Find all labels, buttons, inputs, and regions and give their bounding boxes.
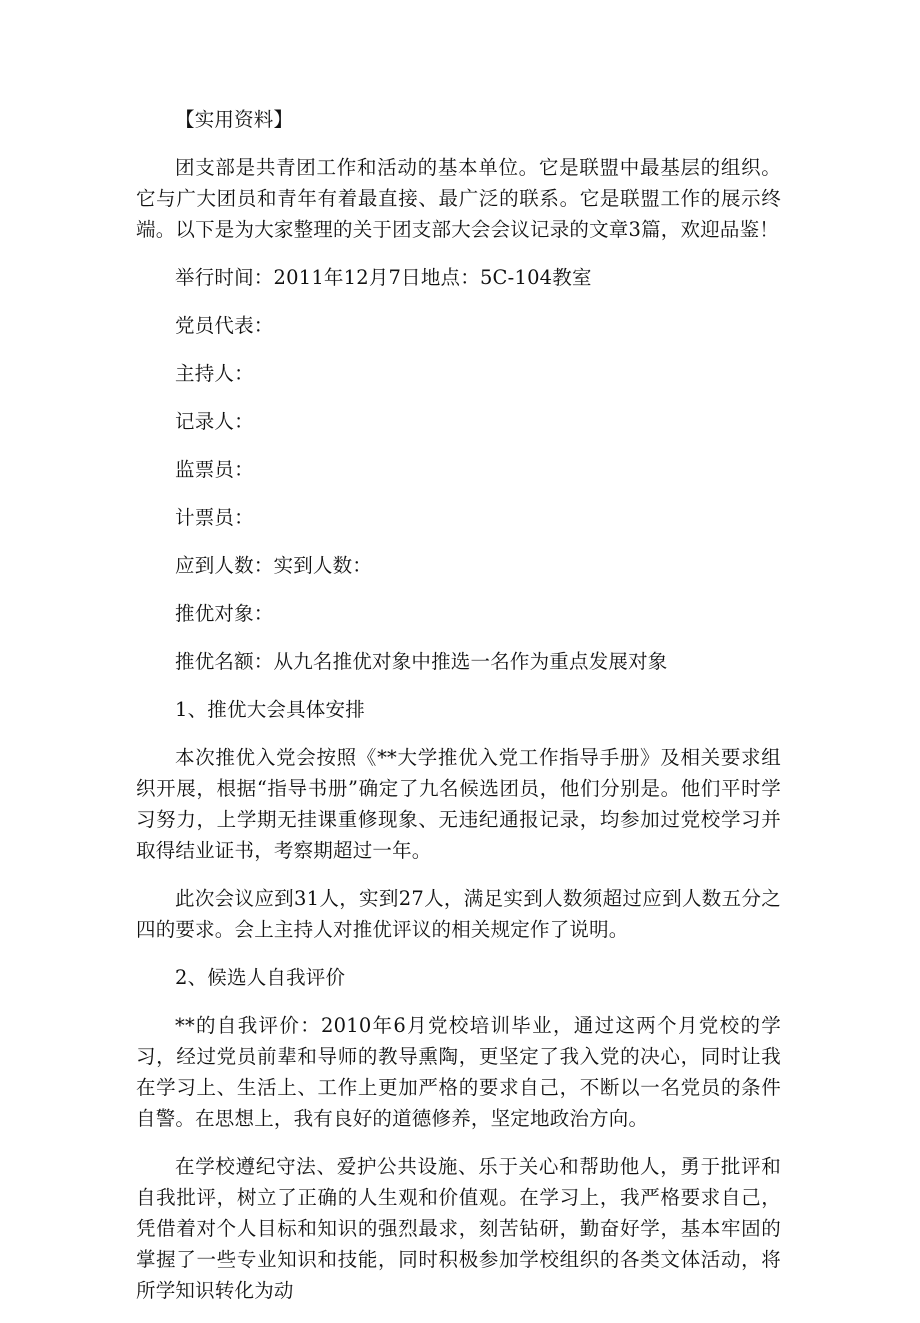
vote-counter-field: 计票员：: [175, 506, 254, 529]
vote-supervisor-field: 监票员：: [175, 458, 254, 481]
arrangement-paragraph: 本次推优入党会按照《**大学推优入党工作指导手册》及相关要求组织开展，根据“指导书册”确定了九名候选团员，他们分别是。他们平时学习努力，上学期无挂课重修现象、无违纪通报记录，均参加过党校学习并取得结业证书，考察期超过一年。: [136, 746, 781, 862]
host-field: 主持人：: [175, 362, 254, 385]
recorder-field: 记录人：: [175, 410, 254, 433]
section-heading-2: 2、候选人自我评价: [175, 966, 346, 989]
section-heading-1: 1、推优大会具体安排: [175, 698, 365, 721]
attendance-field: 应到人数：实到人数：: [175, 554, 373, 577]
meeting-time-location: 举行时间：2011年12月7日地点：5C-104教室: [175, 266, 592, 289]
party-representative-field: 党员代表：: [175, 314, 274, 337]
nominee-field: 推优对象：: [175, 602, 274, 625]
self-evaluation-paragraph-2: 在学校遵纪守法、爱护公共设施、乐于关心和帮助他人，勇于批评和自我批评，树立了正确的人生观和价值观。在学习上，我严格要求自己，凭借着对个人目标和知识的强烈最求，刻苦钻研，勤奋好学，基本牢固的掌握了一些专业知识和技能，同时积极参加学校组织的各类文体活动，将所学知识转化为动: [136, 1155, 781, 1302]
attendance-paragraph: 此次会议应到31人，实到27人，满足实到人数须超过应到人数五分之四的要求。会上主持人对推优评议的相关规定作了说明。: [136, 887, 781, 941]
self-evaluation-paragraph-1: **的自我评价：2010年6月党校培训毕业，通过这两个月党校的学习，经过党员前辈和导师的教导熏陶，更坚定了我入党的决心，同时让我在学习上、生活上、工作上更加严格的要求自己，不断以一名党员的条件自警。在思想上，我有良好的道德修养，坚定地政治方向。: [136, 1014, 781, 1130]
quota-field: 推优名额：从九名推优对象中推选一名作为重点发展对象: [175, 650, 668, 673]
intro-paragraph: 团支部是共青团工作和活动的基本单位。它是联盟中最基层的组织。它与广大团员和青年有着最直接、最广泛的联系。它是联盟工作的展示终端。以下是为大家整理的关于团支部大会会议记录的文章3篇，欢迎品鉴！: [136, 156, 781, 241]
doc-tag: 【实用资料】: [175, 108, 294, 131]
document-body: [136, 104, 781, 1323]
